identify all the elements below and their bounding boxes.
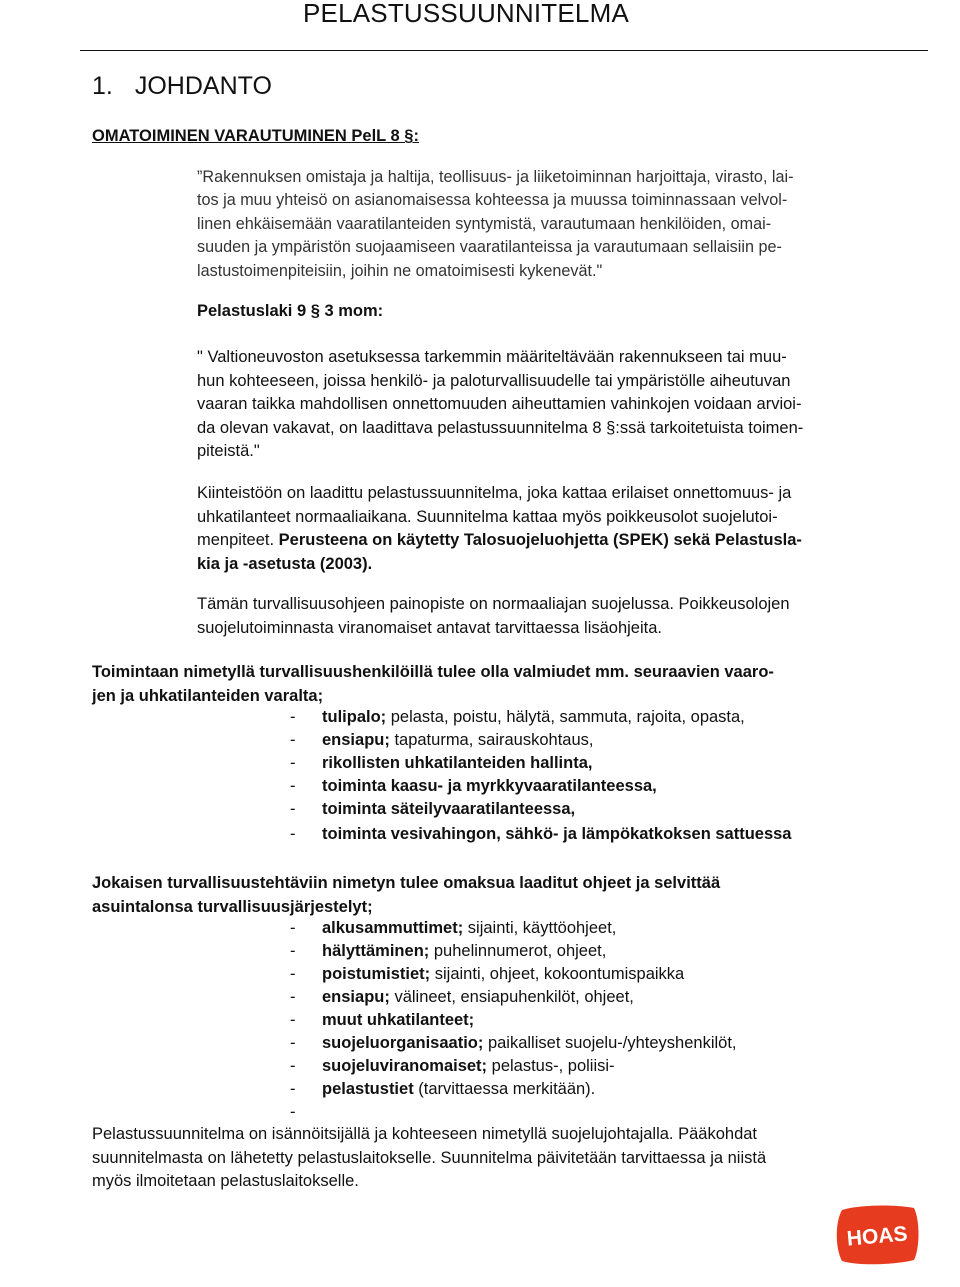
hoas-logo [834, 1204, 920, 1266]
list-item [290, 706, 792, 729]
list-item-bold: rikollisten uhkatilanteiden hallinta, [322, 754, 593, 772]
property-plan-paragraph [197, 482, 802, 576]
law-quote-line: hun kohteeseen, joissa henkilö- ja paloturvallisuudelle tai ympäristölle aiheutuvan [197, 371, 791, 390]
heading-line: Jokaisen turvallisuustehtäviin nimetyn tulee omaksua laaditut ohjeet ja selvittää [92, 874, 721, 892]
list-item-bold: toiminta säteilyvaaratilanteessa, [322, 800, 576, 818]
header-divider [80, 50, 928, 51]
readiness-heading [92, 661, 774, 708]
section-title: JOHDANTO [134, 72, 272, 100]
list-item [290, 1009, 737, 1032]
list-item [290, 940, 737, 963]
list-item [290, 752, 792, 775]
quote-line: suuden ja ympäristön suojaamiseen vaaratilanteissa ja varautumaan sellaisiin pe- [197, 238, 782, 257]
logo-text: HOAS [845, 1222, 909, 1251]
list-item-bold: toiminta kaasu- ja myrkkyvaaratilanteessa, [322, 777, 657, 795]
paragraph-line: uhkatilanteet normaaliaikana. Suunnitelma kattaa myös poikkeusolot suojelutoi- [197, 507, 778, 526]
paragraph-line: myös ilmoitetaan pelastuslaitokselle. [92, 1172, 359, 1191]
rescue-act-quote [197, 346, 803, 464]
safety-arrangements-list [290, 917, 737, 1124]
list-item [290, 917, 737, 940]
list-item-bold: ensiapu; [322, 731, 390, 749]
list-dash: - [290, 1080, 296, 1098]
paragraph-text: menpiteet. [197, 531, 279, 550]
quote-line: lastustoimenpiteisiin, joihin ne omatoimisesti kykenevät." [197, 261, 603, 280]
list-item-empty [290, 1101, 737, 1124]
list-item-bold: alkusammuttimet; [322, 919, 464, 937]
list-dash: - [290, 1103, 296, 1121]
list-item [290, 986, 737, 1009]
list-item-text: sijainti, käyttöohjeet, [463, 919, 617, 937]
list-dash: - [290, 754, 296, 772]
list-dash: - [290, 800, 296, 818]
final-paragraph [92, 1123, 766, 1194]
paragraph-line: Pelastussuunnitelma on isännöitsijällä ja kohteeseen nimetyllä suojelujohtajalla. Pääkohdat [92, 1125, 758, 1143]
list-item [290, 798, 792, 821]
list-item-text: (tarvittaessa merkitään). [413, 1080, 596, 1098]
heading-line: Toimintaan nimetyllä turvallisuushenkilöillä tulee olla valmiudet mm. seuraavien vaaro- [92, 663, 774, 681]
paragraph-line: Tämän turvallisuusohjeen painopiste on normaaliajan suojelussa. Poikkeusolojen [197, 595, 790, 613]
law-quote-line: vaaran taikka mahdollisen onnettomuuden aiheuttamien vahinkojen voidaan arvioi- [197, 395, 802, 414]
paragraph-line [197, 529, 802, 553]
list-item [290, 775, 792, 798]
quote-line: tos ja muu yhteisö on asianomaisessa kohteessa ja muussa toiminnassaan velvol- [197, 191, 788, 210]
document-title: PELASTUSSUUNNITELMA [303, 0, 629, 28]
quote-line: ”Rakennuksen omistaja ja haltija, teollisuus- ja liiketoiminnan harjoittaja, virasto, lai- [197, 168, 794, 186]
paragraph-line: suojelutoiminnasta viranomaiset antavat tarvittaessa lisäohjeita. [197, 618, 662, 637]
list-item-bold: hälyttäminen; [322, 942, 430, 960]
heading-line: asuintalonsa turvallisuusjärjestelyt; [92, 897, 373, 916]
list-item-text: pelastus-, poliisi- [487, 1057, 615, 1075]
list-item-text: pelasta, poistu, hälytä, sammuta, rajoita, opasta, [386, 708, 745, 726]
heading-line: jen ja uhkatilanteiden varalta; [92, 686, 324, 705]
list-item-bold: poistumistiet; [322, 965, 431, 983]
section-number: 1. [92, 72, 113, 100]
hazard-list [290, 706, 792, 846]
list-item-text: paikalliset suojelu-/yhteyshenkilöt, [483, 1034, 737, 1052]
list-dash: - [290, 825, 296, 843]
paragraph-line: suunnitelmasta on lähetetty pelastuslaitokselle. Suunnitelma päivitetään tarvittaessa ja niistä [92, 1148, 767, 1167]
list-item-text: tapaturma, sairauskohtaus, [389, 731, 594, 749]
list-item-bold: muut uhkatilanteet; [322, 1011, 475, 1029]
list-dash: - [290, 731, 296, 749]
list-dash: - [290, 1057, 296, 1075]
law-quote-block [197, 166, 907, 283]
section-heading [92, 72, 272, 101]
list-item-text: välineet, ensiapuhenkilöt, ohjeet, [389, 988, 634, 1006]
list-dash: - [290, 1034, 296, 1052]
paragraph-bold-text: Perusteena on käytetty Talosuojeluohjetta (SPEK) sekä Pelastusla- [278, 531, 802, 550]
list-item-bold: ensiapu; [322, 988, 390, 1006]
duty-heading [92, 872, 720, 919]
quote-line: linen ehkäisemään vaaratilanteiden syntymistä, varautumaan henkilöiden, omai- [197, 214, 772, 233]
rescue-act-heading: Pelastuslaki 9 § 3 mom: [197, 302, 384, 320]
list-item-bold: pelastustiet [322, 1080, 414, 1098]
list-dash: - [290, 965, 296, 983]
list-item [290, 823, 792, 846]
paragraph-line: Kiinteistöön on laadittu pelastussuunnitelma, joka kattaa erilaiset onnettomuus- ja [197, 484, 792, 502]
list-item [290, 1055, 737, 1078]
list-dash: - [290, 942, 296, 960]
list-item-text: sijainti, ohjeet, kokoontumispaikka [430, 965, 685, 983]
list-item-bold: suojeluviranomaiset; [322, 1057, 488, 1075]
list-item-text: puhelinnumerot, ohjeet, [429, 942, 607, 960]
list-dash: - [290, 919, 296, 937]
list-item [290, 729, 792, 752]
law-quote-line: da olevan vakavat, on laadittava pelastussuunnitelma 8 §:ssä tarkoitetuista toimen- [197, 418, 804, 437]
list-dash: - [290, 988, 296, 1006]
list-item [290, 1078, 737, 1101]
list-item [290, 1032, 737, 1055]
list-item [290, 963, 737, 986]
law-quote-line: " Valtioneuvoston asetuksessa tarkemmin määriteltävään rakennukseen tai muu- [197, 348, 787, 366]
law-quote-line: piteistä." [197, 442, 260, 461]
list-dash: - [290, 1011, 296, 1029]
paragraph-bold-line: kia ja -asetusta (2003). [197, 554, 373, 573]
list-item-bold: suojeluorganisaatio; [322, 1034, 484, 1052]
list-dash: - [290, 708, 296, 726]
list-item-bold: toiminta vesivahingon, sähkö- ja lämpökatkoksen sattuessa [322, 825, 792, 843]
list-dash: - [290, 777, 296, 795]
focus-paragraph [197, 593, 790, 640]
self-preparedness-heading: OMATOIMINEN VARAUTUMINEN PelL 8 §: [92, 127, 419, 145]
list-item-bold: tulipalo; [322, 708, 387, 726]
